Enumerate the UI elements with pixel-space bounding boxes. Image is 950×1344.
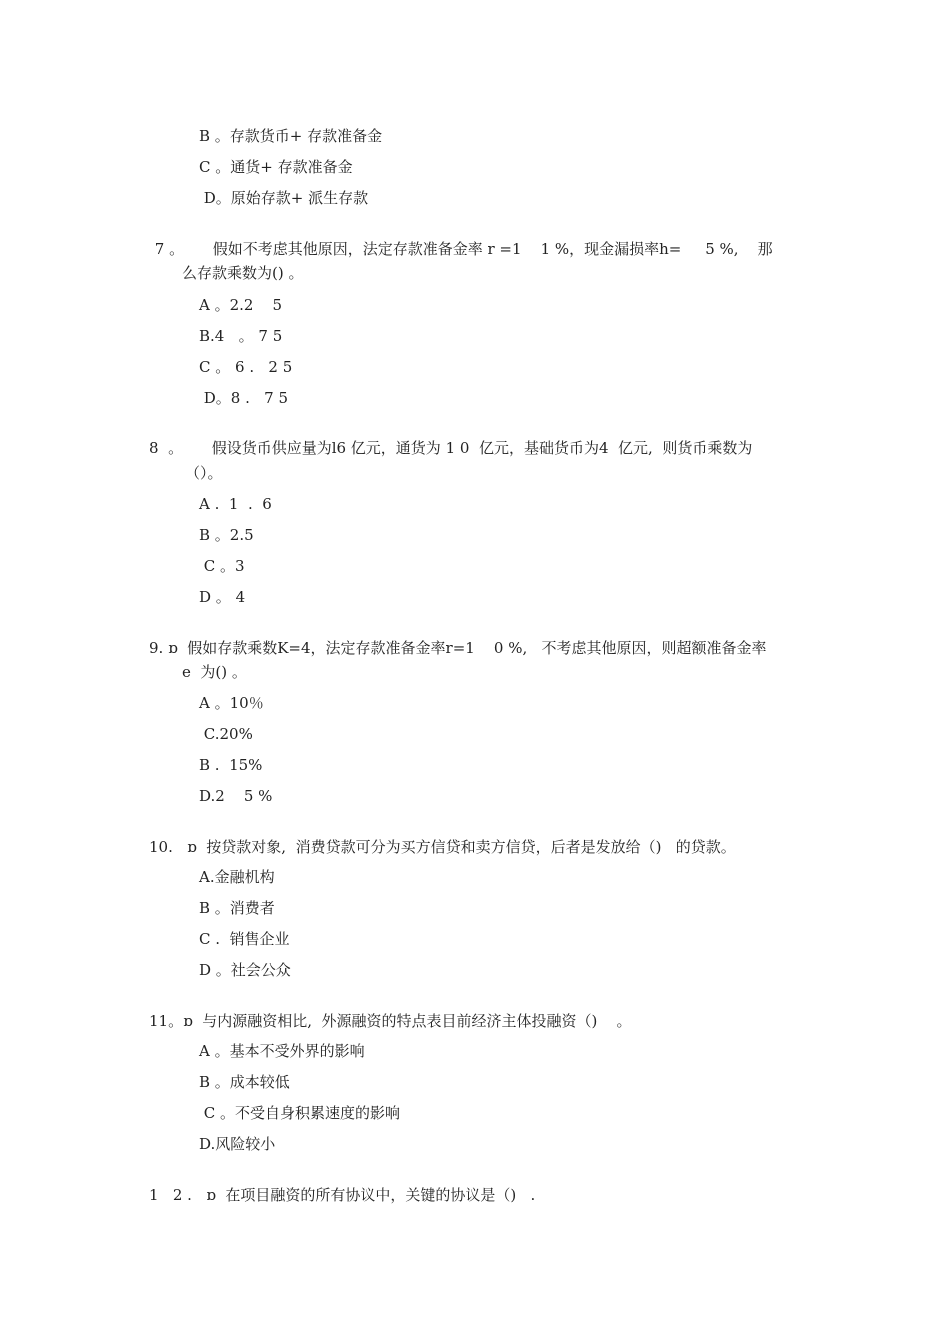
question-10-text: 10. ɒ 按贷款对象, 消费贷款可分为买方信贷和卖方信贷，后者是发放给（) 的贷款。	[149, 838, 736, 856]
option-item: D.2 5 %	[199, 787, 273, 805]
question-9-text-cont: e 为() 。	[182, 663, 247, 681]
option-item: C 。 6 . 2 5	[199, 358, 293, 376]
option-item: A . 1 . 6	[199, 495, 272, 513]
question-11-text: 11。ɒ 与内源融资相比, 外源融资的特点表目前经济主体投融资（) 。	[149, 1012, 632, 1030]
option-item: A.金融机构	[199, 868, 275, 886]
question-7-text: 7 。 假如不考虑其他原因，法定存款准备金率 r =1 1 %，现金漏损率h= 5 %, 那	[150, 240, 773, 258]
option-item: D。原始存款+ 派生存款	[199, 189, 369, 207]
option-item: D。8 . 7 5	[199, 389, 289, 407]
question-12-text: 1 2 . ɒ 在项目融资的所有协议中，关键的协议是（) .	[149, 1186, 536, 1204]
option-item: D 。社会公众	[199, 961, 291, 979]
option-item: D.风险较小	[199, 1135, 276, 1153]
option-item: C . 销售企业	[199, 930, 290, 948]
option-item: B 。消费者	[199, 899, 275, 917]
option-item: B.4 。 7 5	[199, 327, 283, 345]
option-item: C 。3	[199, 557, 245, 575]
question-7-text-cont: 么存款乘数为() 。	[182, 264, 304, 282]
option-item: B 。成本较低	[199, 1073, 290, 1091]
question-8-text: 8 。 假设货币供应量为l6 亿元，通货为 1 0 亿元，基础货币为4 亿元, 则货币乘数为	[149, 439, 753, 457]
option-item: A 。基本不受外界的影响	[199, 1042, 365, 1060]
option-item: A 。2.2 5	[199, 296, 283, 314]
option-item: B 。存款货币+ 存款准备金	[199, 127, 383, 145]
option-item: A 。10％	[199, 694, 264, 712]
question-8-text-cont: （）。	[185, 464, 223, 482]
option-item: C 。通货+ 存款准备金	[199, 158, 353, 176]
option-item: B . 15%	[199, 756, 263, 774]
option-item: C.20%	[199, 725, 253, 743]
option-item: D 。 4	[199, 588, 246, 606]
option-item: C 。不受自身积累速度的影响	[199, 1104, 401, 1122]
option-item: B 。2.5	[199, 526, 254, 544]
question-9-text: 9. ɒ 假如存款乘数K=4，法定存款准备金率r=1 0 %, 不考虑其他原因，则超额准备金率	[149, 639, 767, 657]
